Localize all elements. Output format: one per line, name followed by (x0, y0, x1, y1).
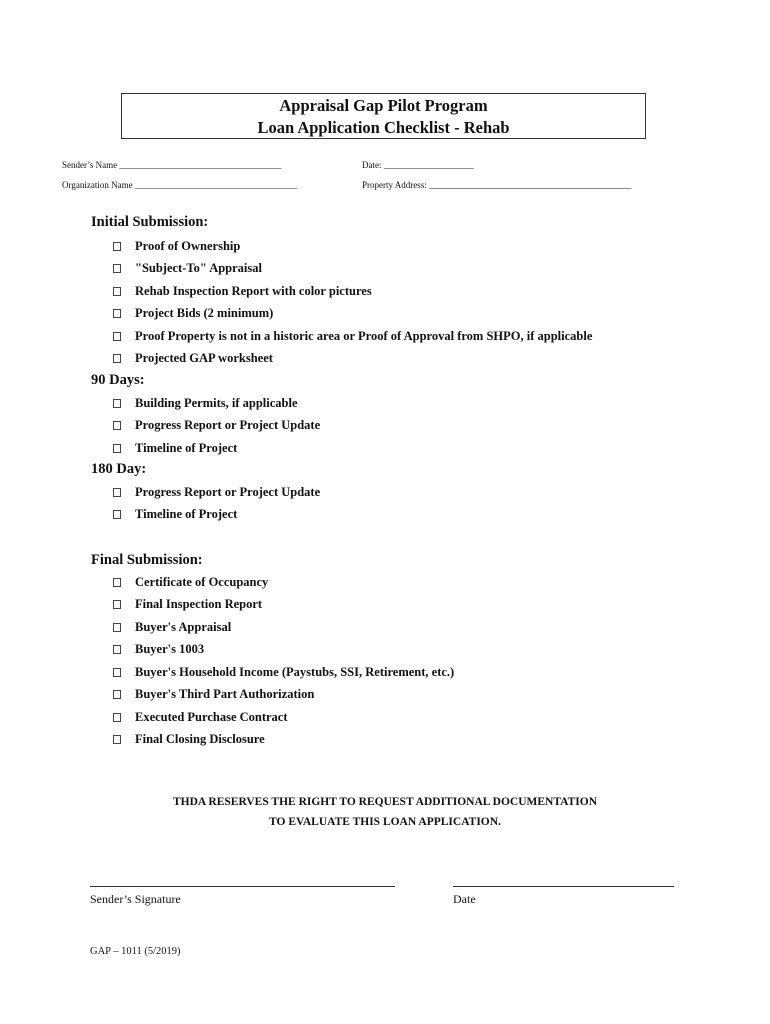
checklist-item (113, 261, 262, 277)
form-number: GAP – 1011 (5/2019) (90, 946, 181, 957)
initial-submission-heading: Initial Submission: (91, 214, 209, 230)
checklist-item-label: Buyer's Third Part Authorization (135, 687, 315, 701)
organization-name-field[interactable]: Organization Name ____________________________________ (62, 180, 297, 190)
checkbox[interactable] (113, 264, 121, 273)
checkbox[interactable] (113, 354, 121, 363)
checklist-item-label: Buyer's 1003 (135, 642, 205, 656)
checkbox[interactable] (113, 645, 121, 654)
checklist-item (113, 238, 240, 254)
checkbox[interactable] (113, 623, 121, 632)
checklist-item (113, 351, 273, 367)
checkbox[interactable] (113, 444, 121, 453)
checklist-item-label: Final Inspection Report (135, 597, 263, 611)
title-box (121, 93, 646, 139)
checklist-item-label: Final Closing Disclosure (135, 732, 265, 746)
one-eighty-day-heading: 180 Day: (91, 461, 147, 477)
senders-name-field[interactable]: Sender’s Name ____________________________________ (62, 160, 282, 170)
checkbox[interactable] (113, 690, 121, 699)
checkbox[interactable] (113, 399, 121, 408)
checklist-item-label: Building Permits, if applicable (135, 395, 298, 410)
date-field[interactable]: Date: ____________________ (362, 160, 474, 170)
checklist-item (113, 440, 237, 456)
checklist-item (113, 687, 314, 703)
checklist-item-label: Timeline of Project (135, 440, 238, 455)
checklist-item-label: Project Bids (2 minimum) (135, 306, 274, 320)
checkbox[interactable] (113, 488, 121, 497)
checklist-item (113, 418, 320, 434)
ninety-days-heading: 90 Days: (91, 372, 145, 388)
checklist-item-label: Buyer's Appraisal (135, 619, 232, 634)
checklist-item-label: Proof of Ownership (135, 238, 241, 253)
checklist-item-label: "Subject-To" Appraisal (135, 261, 262, 275)
checkbox[interactable] (113, 735, 121, 744)
checklist-item (113, 642, 204, 658)
checkbox[interactable] (113, 242, 121, 251)
checklist-item-label: Timeline of Project (135, 507, 238, 521)
checkbox[interactable] (113, 713, 121, 722)
checklist-item (113, 328, 592, 344)
checklist-item (113, 664, 454, 680)
checklist-item (113, 395, 298, 411)
checklist-item-label: Progress Report or Project Update (135, 484, 321, 499)
checklist-item (113, 507, 237, 523)
checklist-item (113, 732, 265, 748)
final-submission-heading: Final Submission: (91, 552, 203, 568)
sender-signature-line[interactable] (90, 886, 395, 887)
checklist-item (113, 574, 268, 590)
checklist-item (113, 597, 262, 613)
checklist-item-label: Progress Report or Project Update (135, 418, 321, 432)
checkbox[interactable] (113, 309, 121, 318)
checklist-item (113, 484, 320, 500)
date-signature-line[interactable] (453, 886, 674, 887)
date-label: Date (453, 892, 476, 906)
checklist-item (113, 283, 372, 299)
checklist-item-label: Proof Property is not in a historic area or Proof of Approval from SHPO, if applicable (135, 328, 593, 343)
checkbox[interactable] (113, 600, 121, 609)
checkbox[interactable] (113, 668, 121, 677)
checklist-item-label: Executed Purchase Contract (135, 709, 288, 724)
property-address-field[interactable]: Property Address: _____________________________________________ (362, 180, 632, 190)
checkbox[interactable] (113, 421, 121, 430)
form-subtitle: Loan Application Checklist - Rehab (257, 118, 510, 137)
checklist-item-label: Rehab Inspection Report with color pictures (135, 283, 372, 298)
checklist-item-label: Buyer's Household Income (Paystubs, SSI, Retirement, etc.) (135, 664, 455, 679)
checklist-item-label: Projected GAP worksheet (135, 351, 273, 365)
checkbox[interactable] (113, 510, 121, 519)
checkbox[interactable] (113, 578, 121, 587)
checkbox[interactable] (113, 287, 121, 296)
sender-signature-label: Sender’s Signature (90, 892, 181, 906)
checklist-item (113, 709, 288, 725)
checklist-item (113, 306, 273, 322)
notice-line-1: THDA RESERVES THE RIGHT TO REQUEST ADDITIONAL DOCUMENTATION (172, 796, 598, 808)
checkbox[interactable] (113, 332, 121, 341)
checklist-item (113, 619, 231, 635)
notice-line-2: TO EVALUATE THIS LOAN APPLICATION. (269, 816, 501, 828)
checklist-item-label: Certificate of Occupancy (135, 574, 269, 589)
form-title: Appraisal Gap Pilot Program (279, 96, 488, 115)
